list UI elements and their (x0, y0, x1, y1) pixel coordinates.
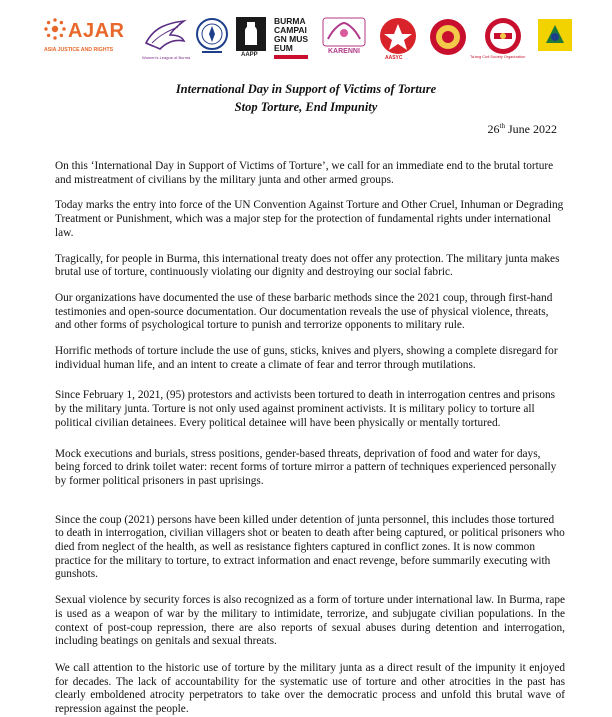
red-seal-icon (428, 17, 468, 57)
ajar-tagline: ASIA JUSTICE AND RIGHTS (44, 47, 114, 53)
ajar-logo (44, 17, 126, 57)
aapp-caption: AAPP (241, 52, 258, 58)
logo-strip (44, 17, 572, 67)
human-rights-org-logo (194, 17, 230, 57)
taang-caption: Ta'ang Civil Society Organization (470, 55, 526, 59)
paragraph: Horrific methods of torture include the use of guns, sticks, knives and plyers, showing a complete disregard for individual human life, and an intent to create a climate of fear and terror through mutilations. (55, 345, 558, 371)
ajar-wordmark: AJAR (68, 20, 125, 42)
yellow-flag-icon (538, 17, 572, 53)
kareni-caption: KARENNI (328, 48, 360, 55)
womens-league-caption: Women's League of Burma (142, 55, 191, 60)
dove-icon (142, 17, 188, 55)
paragraph: Our organizations have documented the use of these barbaric methods since the 2021 coup, through first-hand testimonies and open-source documentation. Our documentation reveals the use of physical violence, threats, and other forms of psychological torture to punish and terrorize opponents to military rule. (55, 291, 553, 332)
yellow-flag-logo (538, 17, 572, 57)
taang-civil-society-logo (470, 17, 532, 63)
womens-league-logo (142, 17, 191, 61)
ajar-sun-icon (44, 17, 66, 41)
paragraph: Since February 1, 2021, (95) protestors and activists been tortured to death in interrogation centres and prisons by the military junta. Torture is not only used against prominent activists. It is military policy to torture all political civilian detainees. Every political detainee will have been physically or mentally tortured. (55, 389, 556, 429)
fist-icon (236, 17, 266, 51)
ring-seal-icon (194, 17, 230, 57)
paragraph: We call attention to the historic use of torture by the military junta as a direct result of the impunity it enjoyed for decades. The lack of accountability for the systematic use of torture and other atrocities in the past has clearly emboldened atrocity perpetrators to take over the democratic process and unfold this brutal wave of repression against the people. (55, 661, 565, 716)
date-day: 26 (487, 122, 500, 136)
document-body (55, 160, 565, 717)
paragraph: Today marks the entry into force of the UN Convention Against Torture and Other Cruel, Inhuman or Degrading Treatment or Punishment, which was a major step for the protection of fundamental rights under international law. (55, 199, 564, 239)
kareni-emblem-icon (322, 17, 366, 47)
burma-campaign-wordmark: BURMA CAMPAIGN MUSEUM (274, 16, 308, 53)
paragraph: Mock executions and burials, stress positions, gender-based threats, deprivation of food and water for days, being forced to drink toilet water: recent forms of torture mirror a pattern of techniques experienced personally by former political prisoners in past uprisings. (55, 447, 557, 487)
kareni-logo (322, 17, 366, 61)
aassyc-logo (378, 17, 418, 63)
burma-campaign-logo (274, 17, 312, 63)
paragraph: Sexual violence by security forces is also recognized as a form of torture under international law. In Burma, rape is used as a weapon of war by the military to intimidate, terrorize, and subjugate civilian populations. In the context of post-coup repression, there are also reports of sexual abuses during detention and interrogation, including beatings on genitals and sexual threats. (55, 594, 565, 648)
paragraph: On this ‘International Day in Support of Victims of Torture’, we call for an immediate end to the brutal torture and mistreatment of civilians by the military junta and other armed groups. (55, 160, 554, 186)
red-seal-logo (428, 17, 468, 57)
document-title: International Day in Support of Victims of Torture (175, 82, 437, 96)
paragraph: Tragically, for people in Burma, this international treaty does not offer any protection. The military junta makes brutal use of torture, continuously violating our dignity and destroying our social fabric. (55, 252, 560, 279)
document-date (488, 122, 557, 137)
date-suffix: th (499, 122, 505, 130)
aassyc-emblem-icon (378, 17, 418, 55)
burma-campaign-redbar (274, 55, 308, 59)
document-subtitle: Stop Torture, End Impunity (234, 100, 378, 114)
aapp-logo (236, 17, 266, 61)
aassyc-caption: AASYC (385, 55, 403, 61)
taang-emblem-icon (483, 17, 523, 55)
date-month-year: June 2022 (505, 122, 557, 136)
paragraph: Since the coup (2021) persons have been killed under detention of junta personnel, this includes those tortured to death in interrogation, civilian villagers shot or beaten to death after being captured, or political prisoners who died from neglect of the health, as well as resistance fighters captured in conflict zones. It is now common practice for the military to torture, to extract information and enact revenge, before summarily executing with gunshots. (55, 513, 565, 581)
